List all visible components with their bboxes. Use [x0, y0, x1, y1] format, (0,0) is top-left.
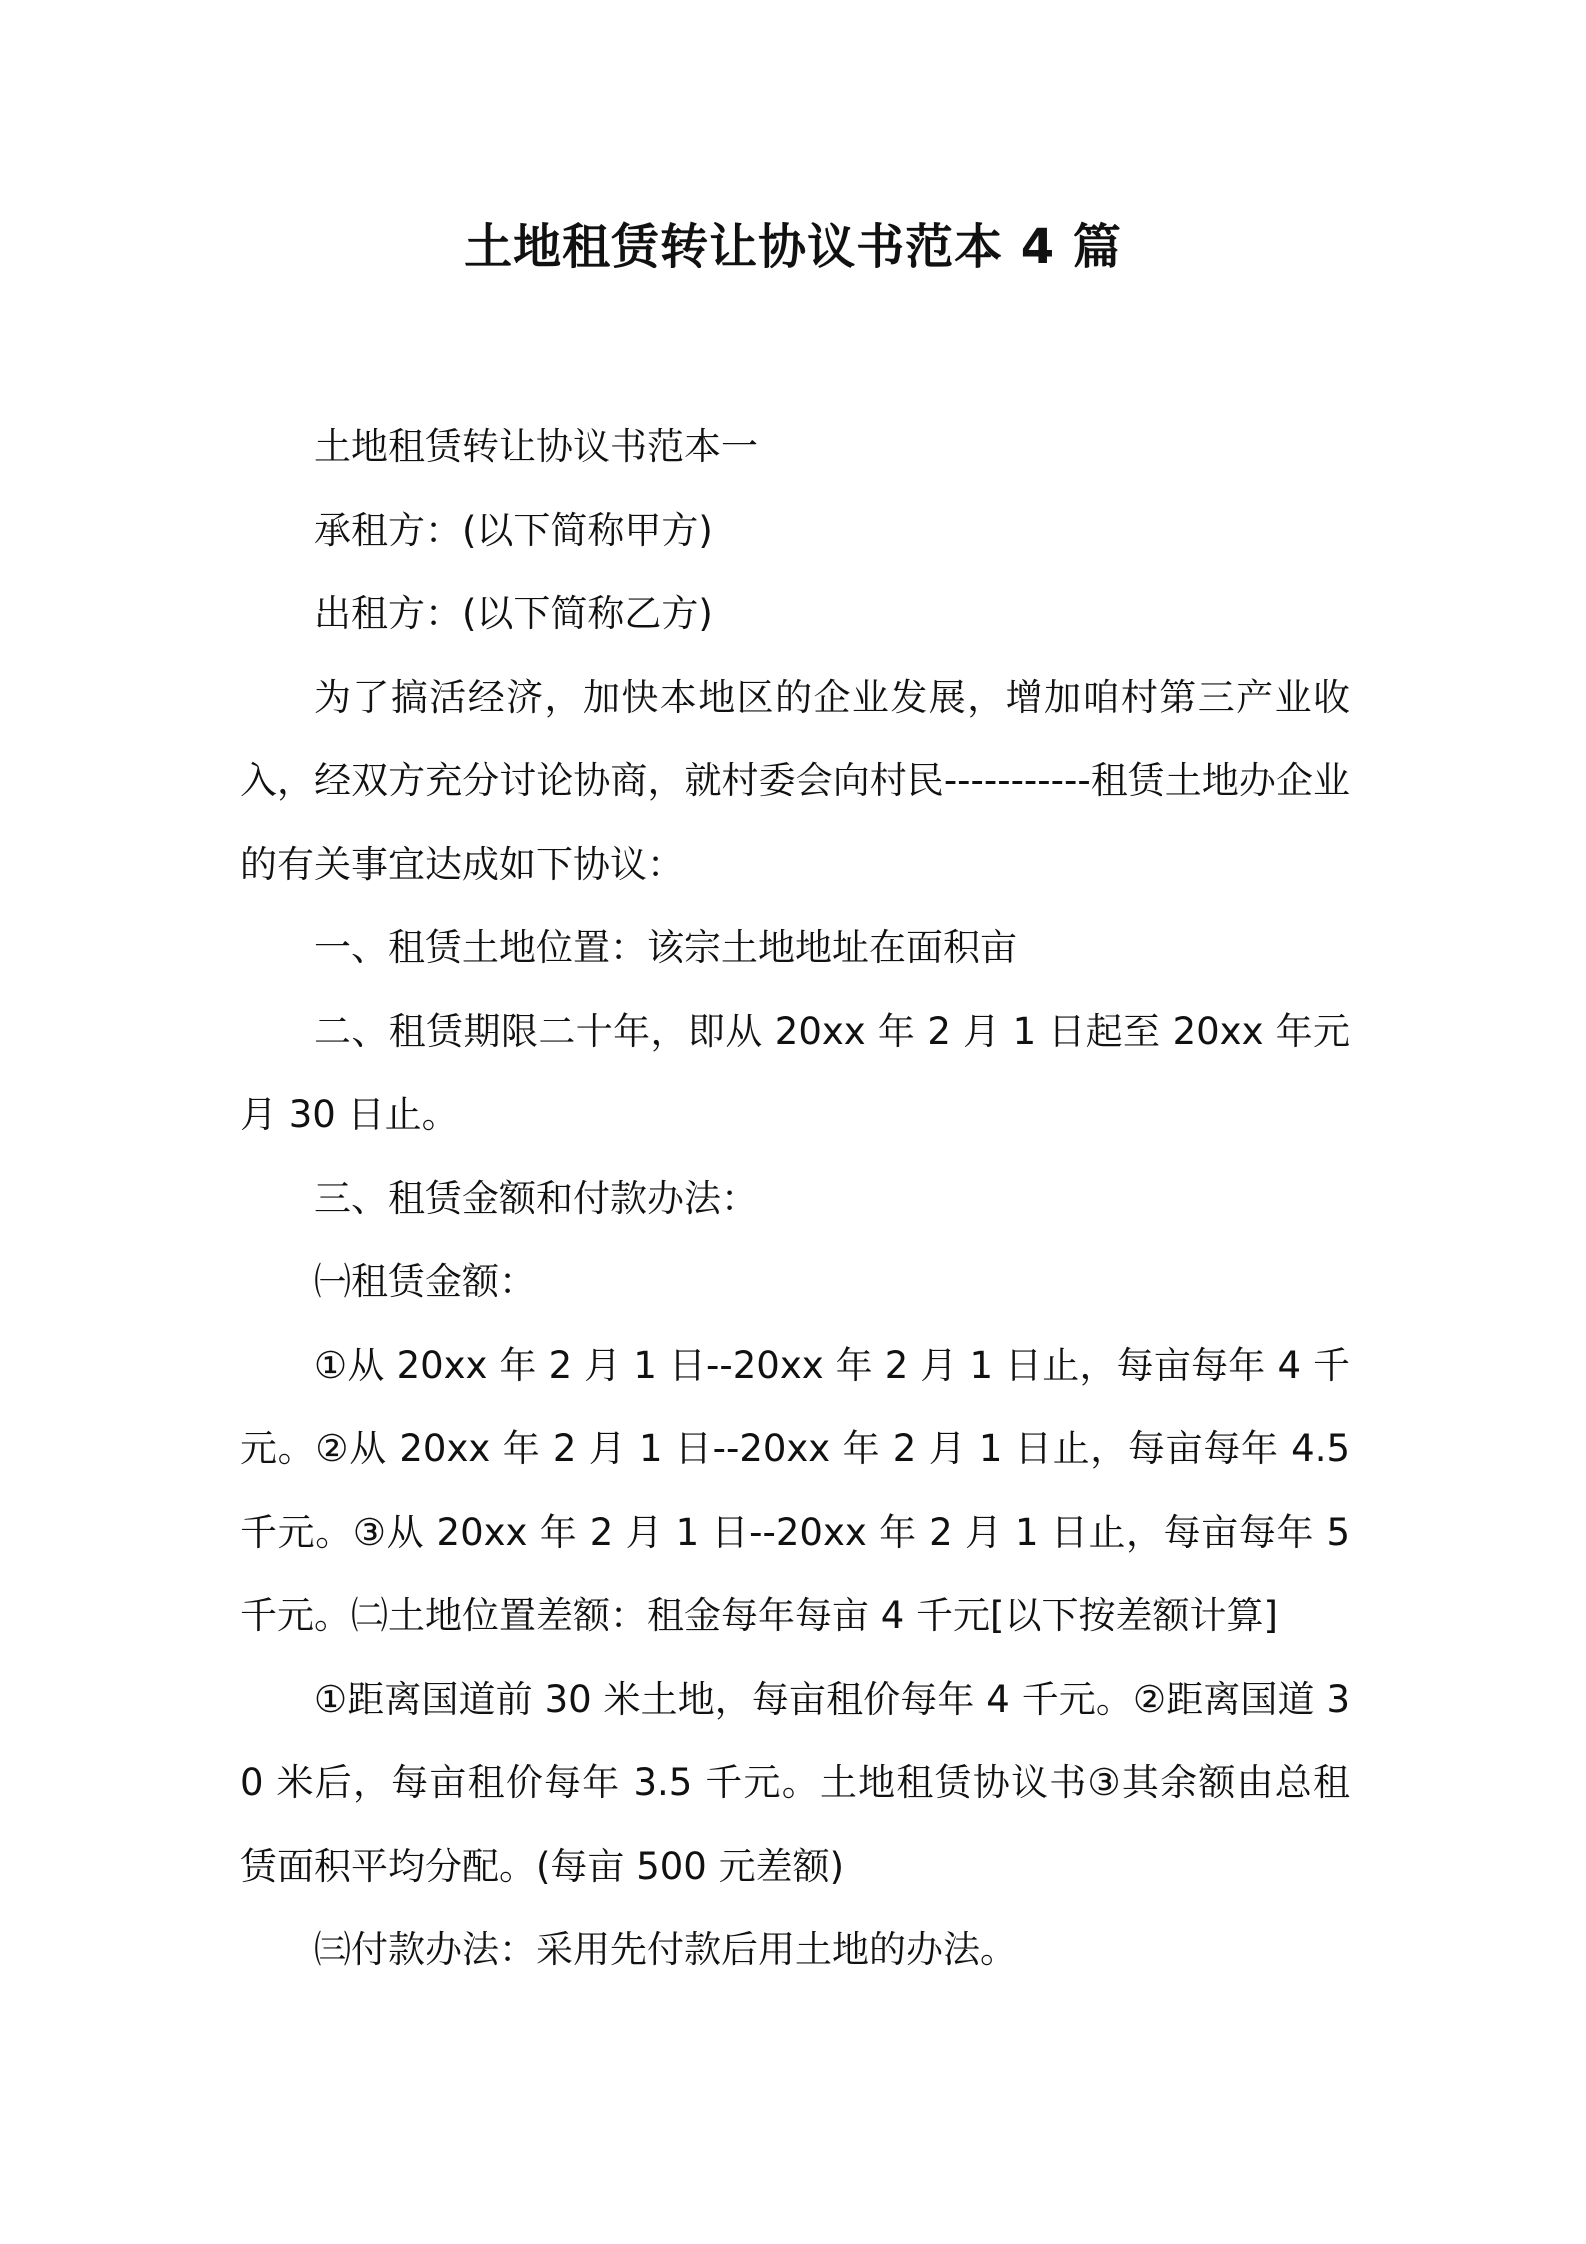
paragraph: 一、租赁土地位置：该宗土地地址在面积亩 [314, 926, 1017, 969]
paragraph: 三、租赁金额和付款办法： [314, 1176, 758, 1220]
paragraph: ㈠租赁金额： [314, 1260, 536, 1303]
paragraph: ①距离国道前 30 米土地，每亩租价每年 4 千元。②距离国道 30 米后，每亩租价每年 3.5 千元。土地租赁协议书③其余额由总租赁面积平均分配。(每亩 500 元差额) [240, 1677, 1350, 1888]
paragraph: 土地租赁转让协议书范本一 [314, 425, 758, 468]
document-title: 土地租赁转让协议书范本 4 篇 [464, 219, 1122, 275]
paragraph: ①从 20xx 年 2 月 1 日--20xx 年 2 月 1 日止，每亩每年 4 千元。②从 20xx 年 2 月 1 日--20xx 年 2 月 1 日止，每亩每年 4.5 千元。③从 20xx 年 2 月 1 日--20xx 年 2 月 1 日止，每亩每年 5 千元。㈡土地位置差额：租金每年每亩 4 千元[以下按差额计算] [240, 1343, 1350, 1637]
paragraph: 出租方：(以下简称乙方) [314, 592, 713, 635]
document-body [240, 405, 1350, 1992]
paragraph: 为了搞活经济，加快本地区的企业发展，增加咱村第三产业收入，经双方充分讨论协商，就村委会向村民-----------租赁土地办企业的有关事宜达成如下协议： [240, 675, 1350, 886]
paragraph: 二、租赁期限二十年，即从 20xx 年 2 月 1 日起至 20xx 年元月 30 日止。 [240, 1009, 1350, 1136]
paragraph: 承租方：(以下简称甲方) [314, 508, 713, 552]
paragraph: ㈢付款办法：采用先付款后用土地的办法。 [314, 1928, 1017, 1971]
